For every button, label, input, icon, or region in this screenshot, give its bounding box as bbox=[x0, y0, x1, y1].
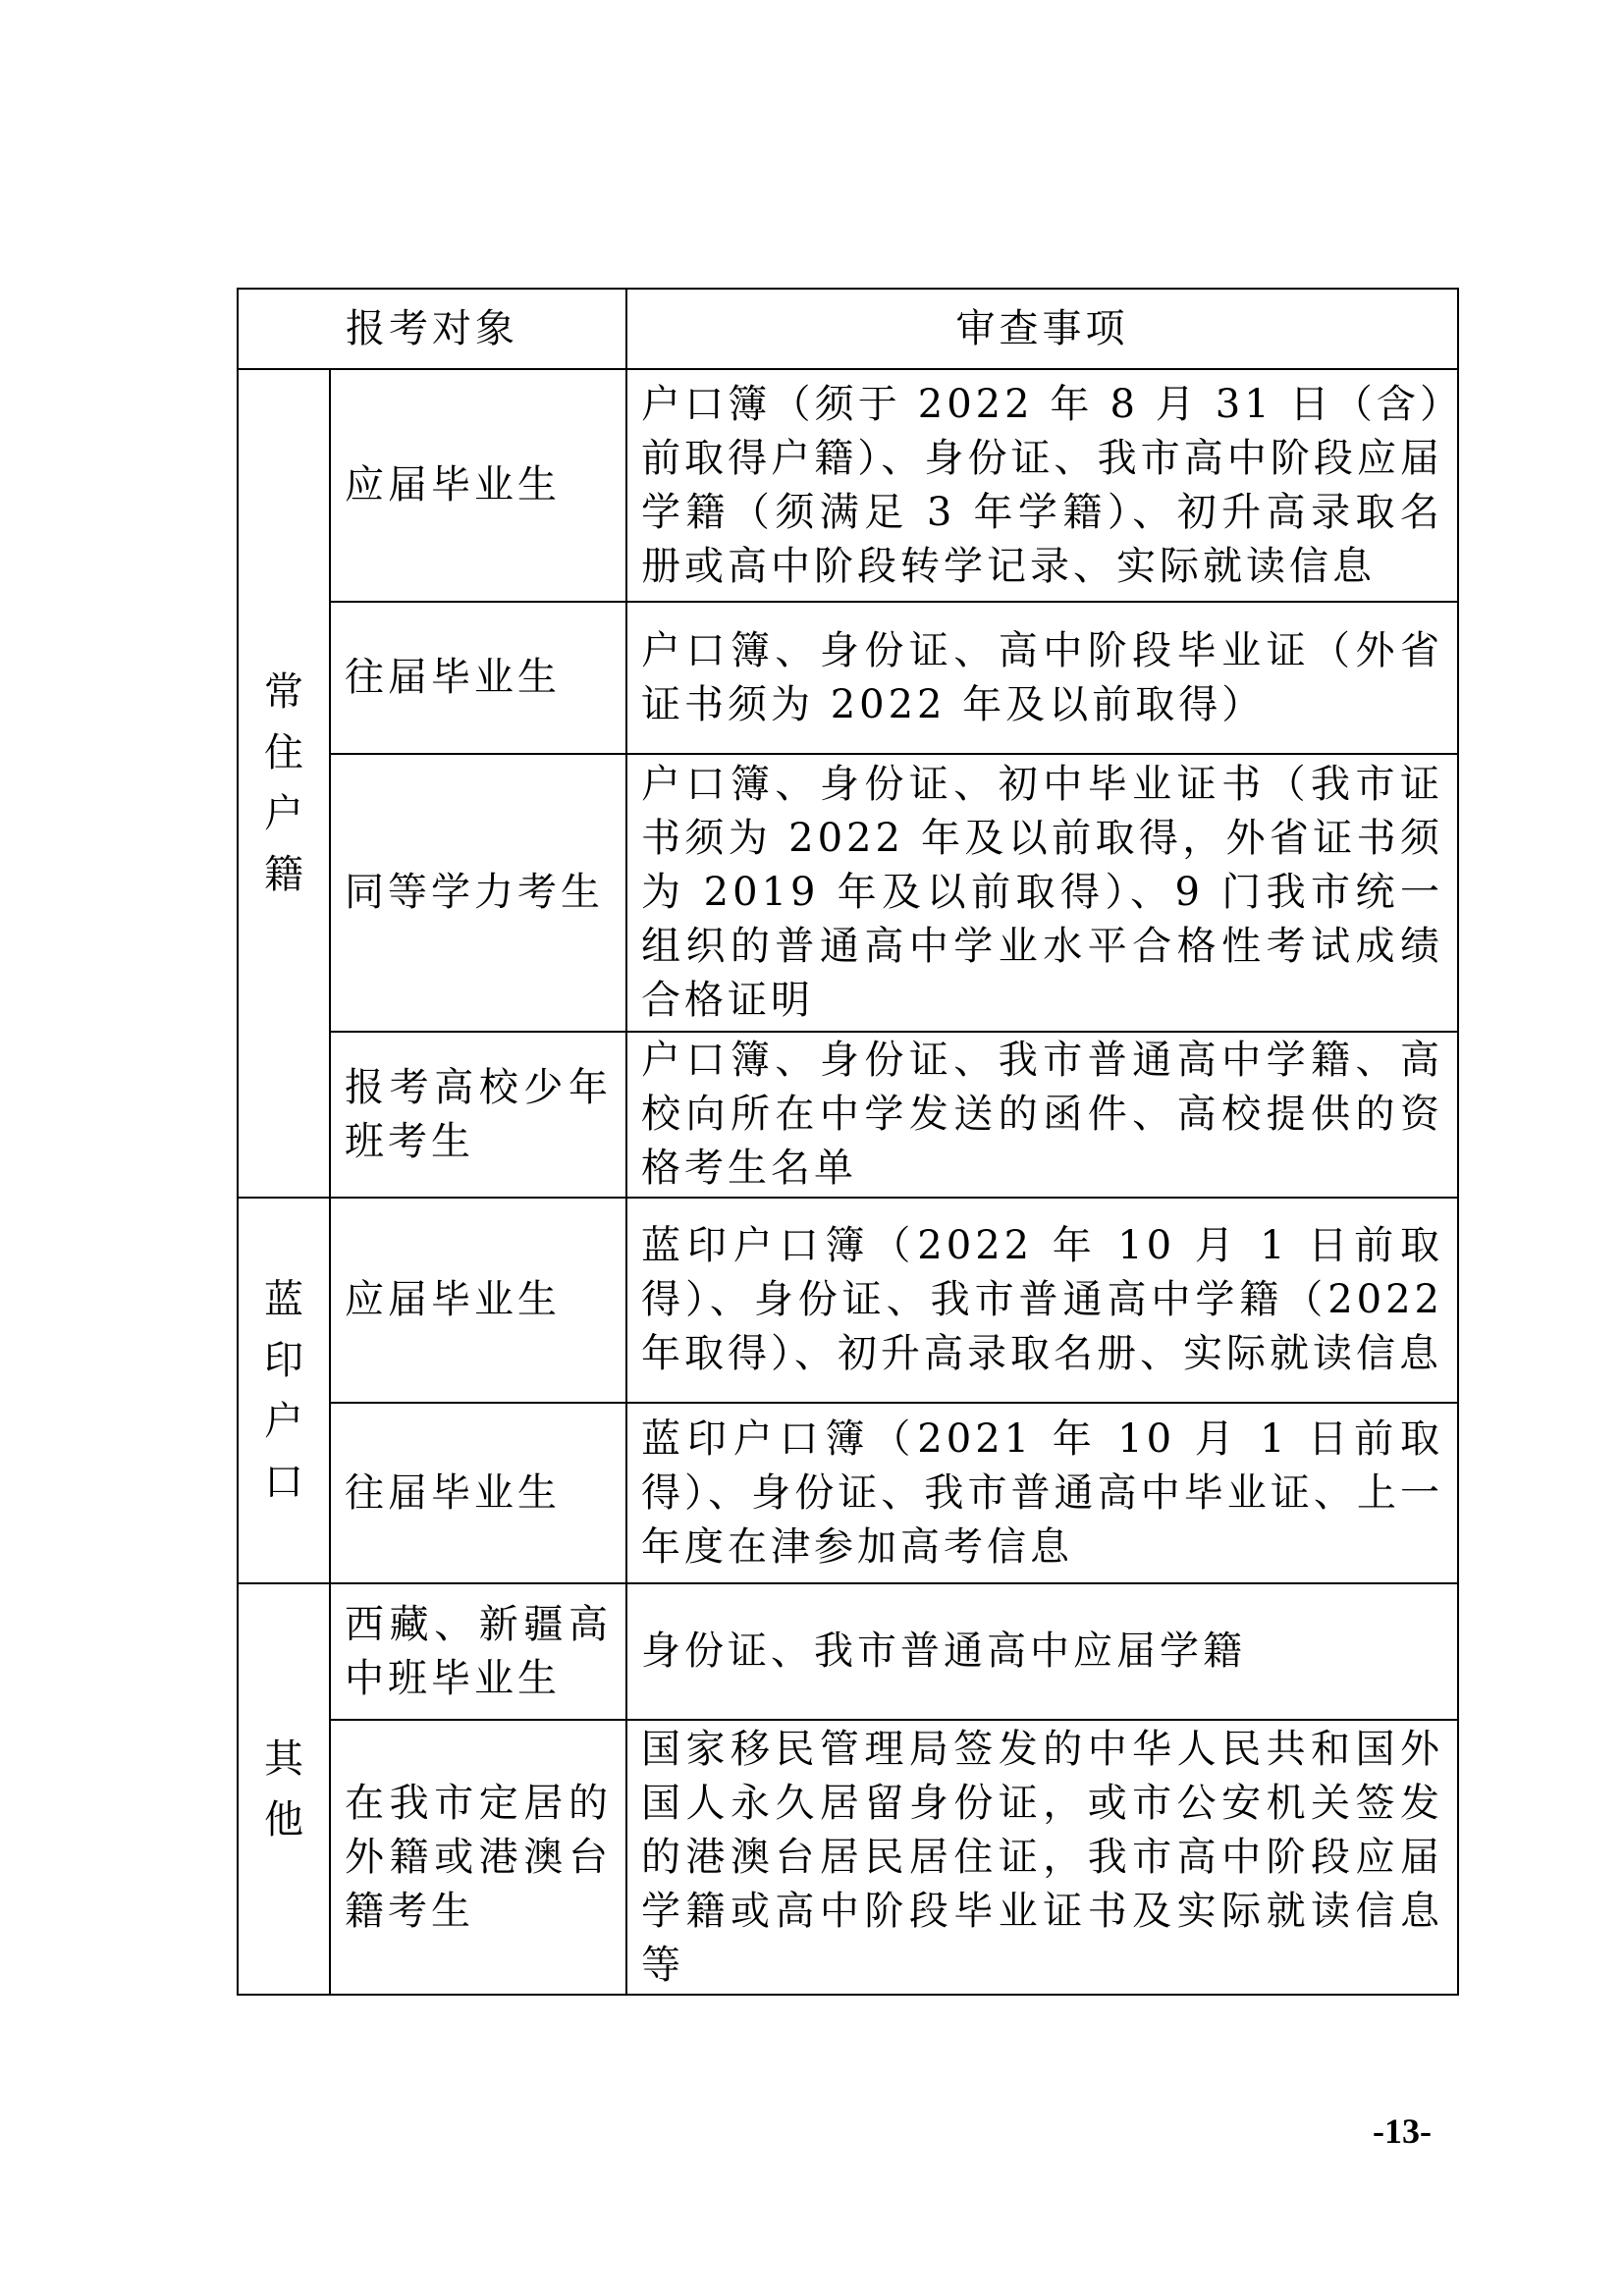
table-row bbox=[238, 1583, 1458, 1720]
page-number: -13- bbox=[1373, 2111, 1432, 2151]
review-items: 蓝印户口簿（2022 年 10 月 1 日前取得）、身份证、我市普通高中学籍（2022 年取得）、初升高录取名册、实际就读信息 bbox=[626, 1198, 1458, 1403]
applicant-type: 西藏、新疆高中班毕业生 bbox=[330, 1583, 626, 1720]
group-label: 常住户籍 bbox=[238, 369, 330, 1198]
review-items: 户口簿、身份证、初中毕业证书（我市证书须为 2022 年及以前取得，外省证书须为 2019 年及以前取得）、9 门我市统一组织的普通高中学业水平合格性考试成绩合格证明 bbox=[626, 754, 1458, 1032]
review-items: 户口簿、身份证、高中阶段毕业证（外省证书须为 2022 年及以前取得） bbox=[626, 602, 1458, 754]
review-items: 国家移民管理局签发的中华人民共和国外国人永久居留身份证，或市公安机关签发的港澳台居民居住证，我市高中阶段应届学籍或高中阶段毕业证书及实际就读信息等 bbox=[626, 1720, 1458, 1995]
header-review-items: 审查事项 bbox=[626, 289, 1458, 369]
applicant-type: 应届毕业生 bbox=[330, 369, 626, 602]
applicant-type: 应届毕业生 bbox=[330, 1198, 626, 1403]
table-row bbox=[238, 602, 1458, 754]
review-items: 户口簿、身份证、我市普通高中学籍、高校向所在中学发送的函件、高校提供的资格考生名单 bbox=[626, 1032, 1458, 1198]
table-row bbox=[238, 1198, 1458, 1403]
review-items: 蓝印户口簿（2021 年 10 月 1 日前取得）、身份证、我市普通高中毕业证、上一年度在津参加高考信息 bbox=[626, 1403, 1458, 1583]
review-items: 户口簿（须于 2022 年 8 月 31 日（含）前取得户籍）、身份证、我市高中阶段应届学籍（须满足 3 年学籍）、初升高录取名册或高中阶段转学记录、实际就读信息 bbox=[626, 369, 1458, 602]
review-items: 身份证、我市普通高中应届学籍 bbox=[626, 1583, 1458, 1720]
table-row bbox=[238, 1720, 1458, 1995]
applicant-type: 同等学力考生 bbox=[330, 754, 626, 1032]
header-applicant: 报考对象 bbox=[238, 289, 626, 369]
table-row bbox=[238, 369, 1458, 602]
applicant-type: 在我市定居的外籍或港澳台籍考生 bbox=[330, 1720, 626, 1995]
table-row bbox=[238, 1403, 1458, 1583]
group-label: 蓝印户口 bbox=[238, 1198, 330, 1583]
applicant-type: 报考高校少年班考生 bbox=[330, 1032, 626, 1198]
group-label: 其他 bbox=[238, 1583, 330, 1995]
applicant-type: 往届毕业生 bbox=[330, 602, 626, 754]
applicant-type: 往届毕业生 bbox=[330, 1403, 626, 1583]
table-row bbox=[238, 1032, 1458, 1198]
review-requirements-table bbox=[237, 288, 1459, 1996]
table-header-row bbox=[238, 289, 1458, 369]
table-row bbox=[238, 754, 1458, 1032]
